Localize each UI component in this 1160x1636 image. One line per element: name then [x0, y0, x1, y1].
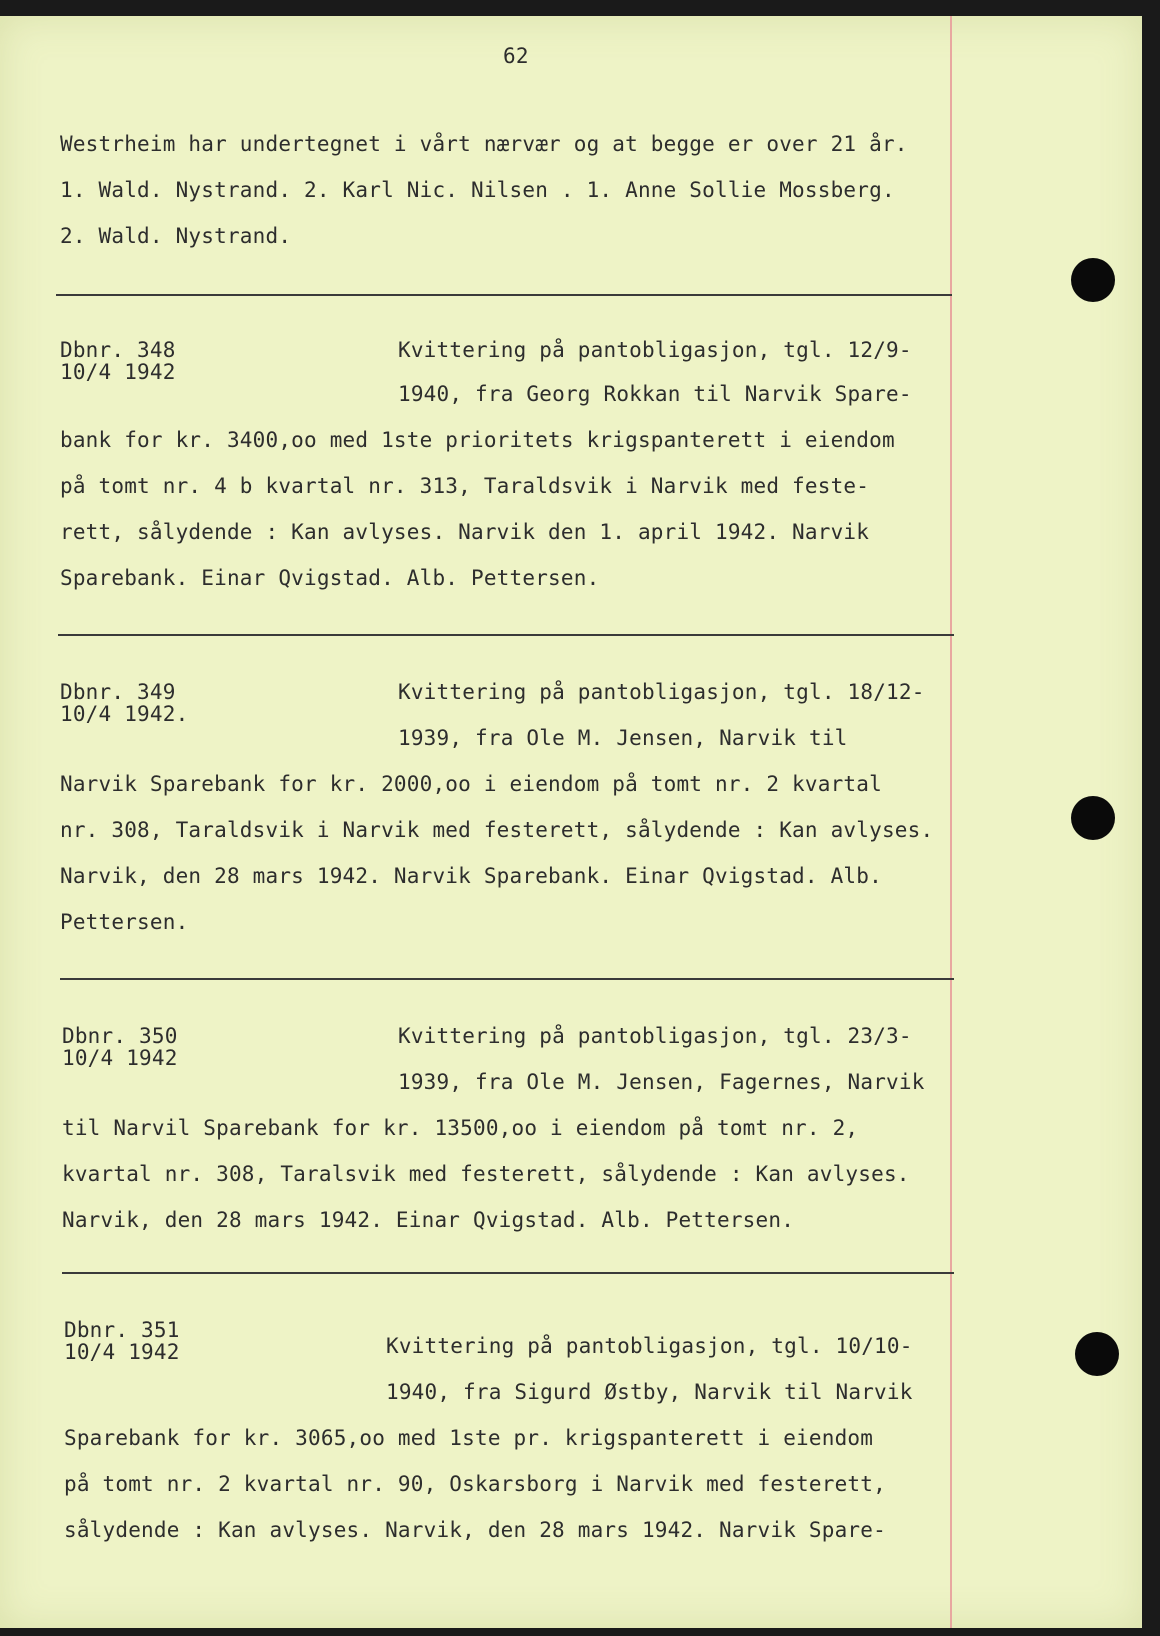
entry-body-line: Sparebank for kr. 3065,oo med 1ste pr. krigspanterett i eiendom	[64, 1426, 874, 1450]
entry-body-line: Pettersen.	[60, 910, 189, 934]
entry-body-line: Narvik Sparebank for kr. 2000,oo i eiendom på tomt nr. 2 kvartal	[60, 772, 882, 796]
punch-hole	[1071, 258, 1115, 302]
entry-date: 10/4 1942	[60, 360, 176, 384]
intro-line: Westrheim har undertegnet i vårt nærvær og at begge er over 21 år.	[60, 132, 908, 156]
entry-dbnr: Dbnr. 351	[64, 1318, 180, 1342]
entry-second-line: 1940, fra Georg Rokkan til Narvik Spare-	[398, 382, 912, 406]
entry-dbnr: Dbnr. 349	[60, 680, 176, 704]
entry-body-line: på tomt nr. 4 b kvartal nr. 313, Taraldsvik i Narvik med feste-	[60, 474, 870, 498]
section-divider	[62, 1272, 954, 1274]
intro-line: 1. Wald. Nystrand. 2. Karl Nic. Nilsen . 1. Anne Sollie Mossberg.	[60, 178, 895, 202]
section-divider	[58, 634, 954, 636]
punch-hole	[1071, 796, 1115, 840]
entry-dbnr: Dbnr. 350	[62, 1024, 178, 1048]
entry-body-line: sålydende : Kan avlyses. Narvik, den 28 mars 1942. Narvik Spare-	[64, 1518, 886, 1542]
entry-body-line: kvartal nr. 308, Taralsvik med festerett, sålydende : Kan avlyses.	[62, 1162, 910, 1186]
entry-date: 10/4 1942	[64, 1340, 180, 1364]
entry-second-line: 1939, fra Ole M. Jensen, Fagernes, Narvik	[398, 1070, 925, 1094]
entry-second-line: 1940, fra Sigurd Østby, Narvik til Narvik	[386, 1380, 913, 1404]
entry-body-line: Narvik, den 28 mars 1942. Einar Qvigstad. Alb. Pettersen.	[62, 1208, 795, 1232]
entry-date: 10/4 1942	[62, 1046, 178, 1070]
entry-date: 10/4 1942.	[60, 702, 189, 726]
margin-line	[950, 16, 952, 1628]
section-divider	[60, 978, 954, 980]
entry-body-line: på tomt nr. 2 kvartal nr. 90, Oskarsborg i Narvik med festerett,	[64, 1472, 886, 1496]
entry-second-line: 1939, fra Ole M. Jensen, Narvik til	[398, 726, 848, 750]
entry-first-line: Kvittering på pantobligasjon, tgl. 18/12-	[398, 680, 925, 704]
punch-hole	[1075, 1332, 1119, 1376]
entry-body-line: Narvik, den 28 mars 1942. Narvik Sparebank. Einar Qvigstad. Alb.	[60, 864, 882, 888]
entry-body-line: rett, sålydende : Kan avlyses. Narvik den 1. april 1942. Narvik	[60, 520, 870, 544]
entry-body-line: Sparebank. Einar Qvigstad. Alb. Pettersen.	[60, 566, 600, 590]
entry-body-line: bank for kr. 3400,oo med 1ste prioritets krigspanterett i eiendom	[60, 428, 895, 452]
page-number: 62	[503, 44, 529, 68]
entry-first-line: Kvittering på pantobligasjon, tgl. 10/10-	[386, 1334, 913, 1358]
entry-body-line: nr. 308, Taraldsvik i Narvik med festerett, sålydende : Kan avlyses.	[60, 818, 934, 842]
entry-first-line: Kvittering på pantobligasjon, tgl. 12/9-	[398, 338, 912, 362]
section-divider	[56, 294, 952, 296]
entry-first-line: Kvittering på pantobligasjon, tgl. 23/3-	[398, 1024, 912, 1048]
intro-line: 2. Wald. Nystrand.	[60, 224, 292, 248]
ledger-page	[0, 16, 1142, 1628]
entry-dbnr: Dbnr. 348	[60, 338, 176, 362]
entry-body-line: til Narvil Sparebank for kr. 13500,oo i eiendom på tomt nr. 2,	[62, 1116, 859, 1140]
